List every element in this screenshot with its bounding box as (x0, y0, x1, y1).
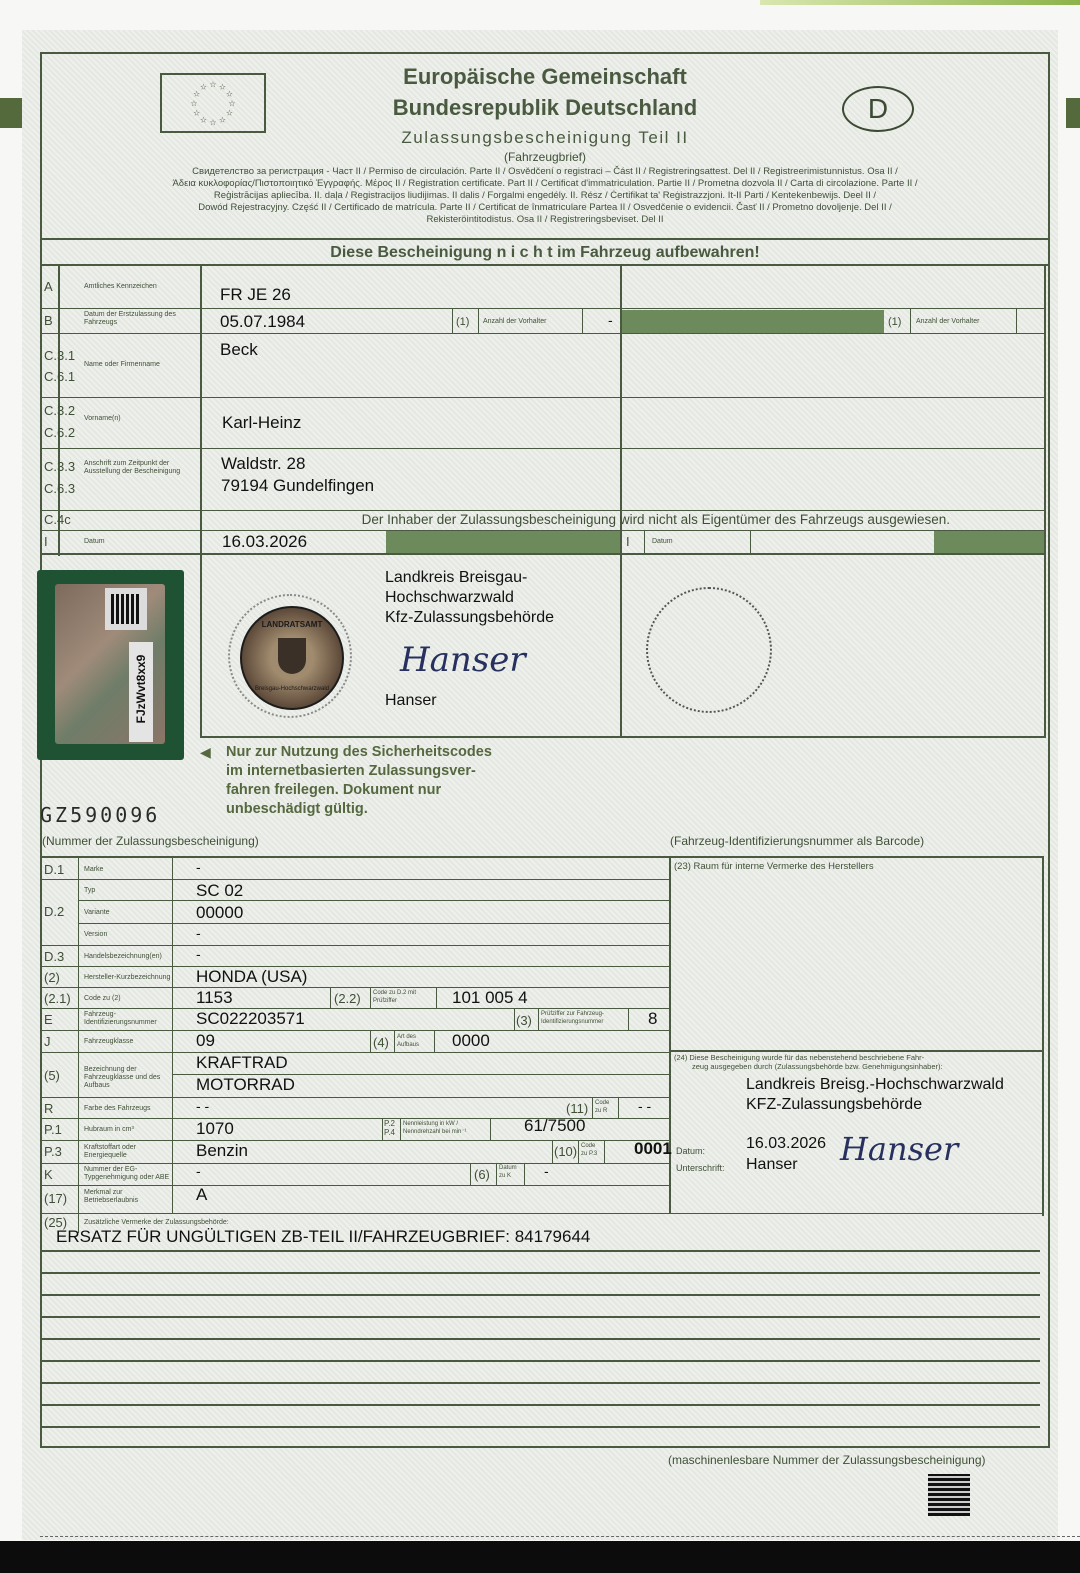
grid-line (490, 1118, 491, 1140)
grid-line (40, 397, 1046, 398)
grid-line (400, 1118, 401, 1140)
owner-disclaimer: Der Inhaber der Zulassungsbescheinigung wird nicht als Eigentümer des Fahrzeugs ausgewiesen. (361, 512, 950, 527)
type-code-value: 101 005 4 (452, 988, 528, 1007)
ruled-line (40, 1404, 1040, 1406)
storage-warning: Diese Bescheinigung n i c h t im Fahrzeug aufbewahren! (330, 244, 760, 261)
grid-line (78, 923, 670, 924)
field-code: (17) (44, 1191, 68, 1206)
field-label: Datum zu K (499, 1165, 517, 1179)
fuel-code-value: 0001 (634, 1139, 672, 1158)
field-label: Nummer der EG-Typgenehmigung oder ABE (84, 1166, 170, 1181)
address-street-value: Waldstr. 28 (221, 454, 306, 473)
field-label: Nennleistung in kW / Nenndrehzahl bei min⁻¹ (403, 1121, 467, 1135)
field-label: Datum der Erstzulassung des Fahrzeugs (84, 311, 176, 326)
field-label: Code zu D.2 mit Prüfziffer (373, 990, 417, 1004)
green-fill-block (934, 531, 1044, 553)
translations-block (60, 166, 1030, 226)
signer-name: Hanser (385, 692, 437, 709)
arrow-left-icon: ◀ (200, 745, 211, 761)
green-fill-block (622, 310, 884, 333)
field-label: Marke (84, 866, 104, 873)
grid-line (370, 1031, 371, 1052)
field-code: I (626, 534, 630, 549)
body-type-value: 0000 (452, 1031, 490, 1050)
issued-label-line: zeug ausgegeben durch (Zulassungsbehörde bzw. Genehmigungsinhaber): (692, 1062, 943, 1071)
left-edge-tab (0, 98, 22, 128)
authority-block (385, 568, 554, 628)
grid-line (620, 266, 622, 736)
grid-line (40, 510, 1046, 511)
grid-line (40, 1213, 1044, 1214)
grid-line (78, 858, 79, 1233)
field-code: (4) (373, 1035, 389, 1050)
field-label: Variante (84, 909, 110, 916)
grid-line (910, 309, 911, 333)
power-rpm-value: 61/7500 (524, 1116, 586, 1135)
surname-value: Beck (220, 340, 258, 359)
field-code: E (44, 1012, 53, 1027)
grid-line (40, 308, 1046, 309)
grid-line (514, 1009, 515, 1030)
eu-star-icon: ☆ (192, 108, 201, 118)
vin-check-digit-value: 8 (648, 1009, 658, 1028)
grid-line (750, 531, 751, 553)
field-code: (11) (566, 1101, 589, 1116)
type-value: SC 02 (196, 881, 244, 900)
grid-line (644, 531, 645, 553)
issued-by-label (674, 1053, 943, 1071)
grid-line (40, 448, 1046, 449)
trade-name-value: - (196, 946, 201, 962)
authority-line: Kfz-Zulassungsbehörde (385, 609, 554, 626)
grid-line (604, 1140, 605, 1163)
issue-date-value: 16.03.2026 (222, 532, 308, 551)
grid-line (452, 309, 453, 333)
field-code: A (44, 279, 53, 294)
grid-line (370, 988, 371, 1008)
field-code: C.4c (44, 512, 71, 527)
grid-line (496, 1163, 497, 1185)
approval-date-value: - (544, 1163, 549, 1179)
ruled-line (40, 1250, 1040, 1252)
bottom-black-bar (0, 1541, 1080, 1573)
grid-line (1016, 309, 1017, 333)
field-code: (5) (44, 1068, 60, 1083)
datamatrix-code-icon (928, 1474, 970, 1516)
grid-line (40, 1097, 670, 1098)
grid-line (40, 1185, 670, 1186)
issuing-authority-line: KFZ-Zulassungsbehörde (746, 1096, 923, 1113)
grid-line (200, 266, 202, 736)
divider (40, 264, 1050, 266)
ruled-line (40, 1316, 1040, 1318)
eu-star-icon: ☆ (192, 89, 201, 99)
field-label: Code zu (2) (84, 995, 121, 1002)
manufacturer-notes-label: (23) Raum für interne Vermerke des Herstellers (674, 861, 874, 872)
grid-line (669, 858, 671, 1214)
security-sticker[interactable] (37, 570, 184, 760)
issued-label-line: (24) Diese Bescheinigung wurde für das nebenstehend beschriebene Fahr- (674, 1053, 925, 1062)
grid-line (200, 736, 1046, 738)
field-label: Code zu P.3 (581, 1143, 598, 1157)
grid-line (1044, 266, 1046, 736)
note-line: fahren freilegen. Dokument nur (226, 782, 442, 798)
security-code-value: FJzWvt8xx9 (134, 654, 148, 724)
manufacturer-code-value: 1153 (196, 988, 233, 1007)
issued-handwritten-signature: Hanser (840, 1130, 959, 1168)
field-code: (25) (44, 1215, 68, 1230)
issuing-authority-line: Landkreis Breisg.-Hochschwarzwald (746, 1076, 1004, 1093)
field-label: Amtliches Kennzeichen (84, 283, 157, 290)
eu-star-icon: ☆ (218, 115, 227, 125)
issued-signer-name: Hanser (746, 1156, 798, 1173)
field-code: D.2 (44, 904, 65, 919)
note-line: im internetbasierten Zulassungsver- (226, 763, 476, 779)
field-label: Name oder Firmenname (84, 361, 160, 368)
field-label: Anschrift zum Zeitpunkt der Ausstellung der Bescheinigung (84, 460, 181, 475)
grid-line (40, 1140, 670, 1141)
eu-star-icon: ☆ (190, 99, 198, 108)
type-approval-value: - (196, 1163, 201, 1179)
issued-date-value: 16.03.2026 (746, 1135, 827, 1152)
grid-line (40, 553, 1046, 555)
field-code: C.3.3 C.6.3 (44, 459, 76, 496)
grid-line (40, 945, 670, 946)
translation-line: Άδεια κυκλοφορίας/Πιστοποιητικό Έγγραφής. Μέρος II / Registration certificate. Part II / Certificat d'immatriculation. Partie II / Prometna dozvola II / Carta di circolazione. Parte II / (172, 178, 918, 189)
field-code: (2.2) (334, 991, 361, 1006)
field-code: J (44, 1034, 51, 1049)
field-code: P.1 (44, 1122, 62, 1137)
field-code: K (44, 1167, 53, 1182)
qr-pattern (111, 594, 141, 624)
grid-line (592, 1097, 593, 1118)
machine-readable-caption: (maschinenlesbare Nummer der Zulassungsbescheinigung) (668, 1453, 986, 1467)
grid-line (330, 988, 331, 1008)
ruled-line (40, 1360, 1040, 1362)
perforation-line (40, 1536, 1080, 1537)
grid-line (40, 856, 1044, 858)
ruled-line (40, 1338, 1040, 1340)
grid-line (538, 1009, 539, 1030)
field-code: (10) (554, 1144, 578, 1159)
ruled-line (40, 1294, 1040, 1296)
grid-line (524, 1163, 525, 1185)
grid-line (628, 1009, 629, 1030)
vin-barcode-caption: (Fahrzeug-Identifizierungsnummer als Barcode) (670, 834, 925, 848)
translation-line: Свидетелство за регистрация - Част II / Permiso de circulación. Parte II / Osvědčení o registraci – Část II / Registreringsattest. Del II / Registreerimistunnistus. Osa II / (192, 166, 898, 177)
field-code: (6) (474, 1167, 490, 1182)
grid-line (670, 1050, 1044, 1052)
manufacturer-value: HONDA (USA) (196, 967, 308, 986)
field-label: Vorname(n) (84, 415, 121, 422)
displacement-value: 1070 (196, 1119, 234, 1138)
divider (40, 238, 1050, 240)
grid-line (40, 1052, 670, 1053)
field-label: Kraftstoffart oder Energiequelle (84, 1144, 137, 1159)
title-line2: Bundesrepublik Deutschland (392, 95, 698, 120)
remarks-value: ERSATZ FÜR UNGÜLTIGEN ZB-TEIL II/FAHRZEUGBRIEF: 84179644 (56, 1227, 591, 1246)
color-value: - - (196, 1098, 210, 1114)
translation-line: Dowód Rejestracyjny. Część II / Certificado de matrícula. Parte II / Certificat de înmatriculare Partea II / Osvedčenie o evidencii. Časť II / Prometno dovoljenje. Del II / (198, 202, 892, 213)
certificate-number: GZ590096 (40, 803, 161, 827)
vehicle-category-value: KRAFTRAD (196, 1053, 288, 1072)
signature-label: Unterschrift: (676, 1163, 725, 1173)
version-value: - (196, 925, 201, 941)
field-label: Code zu R (595, 1100, 610, 1114)
ruled-line (40, 1382, 1040, 1384)
field-code: P.2 P.4 (384, 1119, 395, 1137)
ruled-line (40, 1272, 1040, 1274)
field-label: Handelsbezeichnung(en) (84, 953, 162, 960)
coat-of-arms-icon (278, 638, 306, 674)
field-code: (1) (456, 316, 470, 328)
field-label: Merkmal zur Betriebserlaubnis (84, 1189, 139, 1204)
field-code: R (44, 1101, 54, 1116)
field-code: D.1 (44, 862, 65, 877)
variant-value: 00000 (196, 903, 244, 922)
grid-line (578, 1140, 579, 1163)
vin-value: SC022203571 (196, 1009, 305, 1028)
field-code: (3) (516, 1013, 532, 1028)
country-code-badge: D (842, 86, 914, 132)
grid-line (434, 1031, 435, 1052)
grid-line (40, 1030, 670, 1031)
translation-line: Rekisteröintitodistus. Osa II / Registreringsbeviset. Del II (426, 214, 664, 225)
field-label: Anzahl der Vorhalter (483, 318, 547, 325)
date-label: Datum: (676, 1146, 706, 1156)
field-label: Zusätzliche Vermerke der Zulassungsbehörde: (84, 1219, 229, 1226)
eu-star-icon: ☆ (225, 89, 234, 99)
eu-star-icon: ☆ (218, 82, 227, 92)
field-code: I (44, 534, 48, 549)
seal-top-text: LANDRATSAMT (261, 620, 323, 629)
brand-value: - (196, 859, 201, 875)
official-seal (240, 606, 344, 710)
grid-line (478, 309, 479, 333)
field-code: (2.1) (44, 991, 71, 1006)
grid-line (40, 1008, 670, 1009)
field-code: (2) (44, 970, 60, 985)
certificate-number-caption: (Nummer der Zulassungsbescheinigung) (42, 834, 259, 848)
eu-flag (160, 73, 266, 133)
body-description-value: MOTORRAD (196, 1075, 295, 1094)
grid-line (40, 333, 1046, 334)
address-city-value: 79194 Gundelfingen (221, 476, 375, 495)
field-label: Fahrzeug-Identifizierungsnummer (84, 1011, 157, 1026)
eu-stars-icon (162, 75, 264, 131)
field-label: Prüfziffer zur Fahrzeug-Identifizierungsnummer (541, 1011, 604, 1025)
grid-line (40, 879, 670, 880)
grid-line (552, 1140, 553, 1163)
empty-stamp-circle (646, 587, 772, 713)
grid-line (1042, 856, 1044, 1216)
field-label: Hubraum in cm³ (84, 1126, 134, 1133)
grid-line (470, 1163, 471, 1185)
qr-code-icon (105, 588, 147, 630)
eu-star-icon: ☆ (209, 80, 217, 89)
grid-line (582, 309, 583, 333)
field-label: Datum (652, 538, 673, 545)
field-code: (1) (888, 316, 902, 328)
title-line3: Zulassungsbescheinigung Teil II (401, 128, 689, 147)
handwritten-signature: Hanser (400, 640, 526, 680)
grid-line (40, 966, 670, 967)
note-line: unbeschädigt gültig. (226, 801, 368, 817)
grid-line (618, 1097, 619, 1118)
authority-line: Landkreis Breisgau- (385, 569, 528, 586)
field-label: Typ (84, 887, 96, 894)
eu-star-icon: ☆ (228, 99, 236, 108)
fuel-type-value: Benzin (196, 1141, 248, 1160)
issuing-authority (746, 1075, 1004, 1115)
subtitle: (Fahrzeugbrief) (503, 150, 587, 164)
first-registration-value: 05.07.1984 (220, 312, 306, 331)
field-label: Version (84, 931, 108, 938)
grid-line (436, 988, 437, 1008)
field-label: Bezeichnung der Fahrzeugklasse und des Aufbaus (84, 1066, 161, 1089)
security-note (226, 743, 492, 819)
right-edge-tab (1066, 98, 1080, 128)
field-code: D.3 (44, 949, 65, 964)
first-name-value: Karl-Heinz (222, 413, 302, 432)
field-label: Art des Aufbaus (397, 1034, 420, 1048)
eu-star-icon: ☆ (225, 108, 234, 118)
operating-permit-value: A (196, 1185, 208, 1204)
note-line: Nur zur Nutzung des Sicherheitscodes (226, 744, 492, 760)
grid-line (382, 1118, 383, 1140)
field-code: C.3.1 C.6.1 (44, 348, 76, 384)
authority-line: Hochschwarzwald (385, 589, 514, 606)
eu-star-icon: ☆ (199, 115, 208, 125)
grid-line (394, 1031, 395, 1052)
previous-owners-value: - (608, 312, 613, 328)
top-edge-strip (760, 0, 1080, 5)
grid-line (40, 987, 670, 988)
grid-line (40, 1163, 670, 1164)
field-label: Farbe des Fahrzeugs (84, 1105, 151, 1112)
field-code: B (44, 313, 53, 328)
field-code: P.3 (44, 1144, 62, 1159)
ruled-line (40, 1426, 1040, 1428)
vehicle-class-value: 09 (196, 1031, 215, 1050)
license-plate-value: FR JE 26 (220, 285, 291, 304)
field-label: Hersteller-Kurzbezeichnung (84, 974, 171, 981)
grid-line (172, 858, 173, 1214)
seal-bottom-text: Breisgau-Hochschwarzwald (254, 686, 330, 692)
title-line1: Europäische Gemeinschaft (403, 64, 687, 89)
translation-line: Reģistrācijas apliecība. II. daļa / Registracijos liudijimas. II dalis / Forgalmi engedély. II. Rész / Ċertifikat ta' Reġistrazzjoni. It-II Parti / Kentekenbewijs. Deel II / (213, 190, 877, 201)
field-label: Fahrzeugklasse (84, 1038, 134, 1045)
green-fill-block (386, 531, 620, 553)
field-label: Anzahl der Vorhalter (916, 318, 980, 325)
color-code-value: - - (638, 1098, 652, 1114)
grid-line (78, 900, 670, 901)
field-label: Datum (84, 538, 105, 545)
eu-star-icon: ☆ (199, 82, 208, 92)
eu-star-icon: ☆ (209, 118, 217, 127)
field-code: C.3.2 C.6.2 (44, 403, 76, 440)
security-code-label (129, 642, 153, 742)
